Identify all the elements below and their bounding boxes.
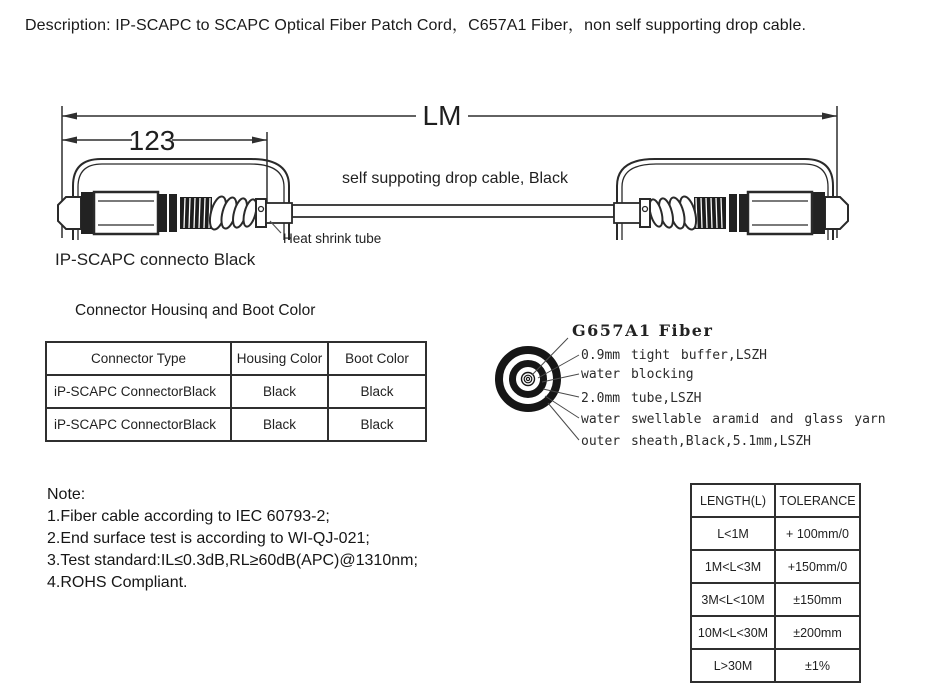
table-cell: + 100mm/0 [775,517,860,550]
cable-label: self suppoting drop cable, Black [342,170,568,187]
table-cell: Black [231,375,328,408]
table-cell: Black [328,375,426,408]
table-cell: L<1M [691,517,775,550]
table-cell: Black [328,408,426,441]
table-row [691,583,860,616]
connector-left-drawing [58,159,292,240]
dimension-label-overall-length: LM [422,100,462,131]
connector-name-label: IP-SCAPC connecto Black [55,250,256,269]
column-header: Boot Color [328,342,426,375]
table-header-row [46,342,426,375]
table-cell: 3M<L<10M [691,583,775,616]
column-header: LENGTH(L) [691,484,775,517]
table-row [691,649,860,682]
table-row [46,408,426,441]
note-line: 2.End surface test is according to WI-QJ-021; [47,530,370,547]
fiber-layer-label: water blocking [581,367,694,382]
table-cell: +150mm/0 [775,550,860,583]
connector-color-table [45,341,427,442]
table-cell: ±1% [775,649,860,682]
connector-right-drawing [614,159,848,240]
table-cell: ±200mm [775,616,860,649]
table-row [46,375,426,408]
note-line: 1.Fiber cable according to IEC 60793-2; [47,508,330,525]
table-row [691,616,860,649]
fiber-layer-label: 2.0mm tube,LSZH [581,391,702,406]
column-header: Housing Color [231,342,328,375]
table-cell: 10M<L<30M [691,616,775,649]
drop-cable [292,205,614,217]
table-cell: ±150mm [775,583,860,616]
description-text: Description: IP-SCAPC to SCAPC Optical Fiber Patch Cord，C657A1 Fiber，non self supporting drop cable. [25,17,807,34]
notes-title: Note: [47,486,86,503]
column-header: TOLERANCE [775,484,860,517]
heat-shrink-label: Heat shrink tube [283,231,382,246]
table-cell: 1M<L<3M [691,550,775,583]
fiber-cross-section [460,312,926,457]
fiber-layer-label: outer sheath,Black,5.1mm,LSZH [581,434,811,449]
fiber-layer-label: water swellable aramid and glass yarn [581,412,886,427]
length-tolerance-table [690,483,861,683]
table-row [691,550,860,583]
table-row [691,517,860,550]
fiber-layer-label: 0.9mm tight buffer,LSZH [581,348,768,363]
notes-block [47,484,418,594]
table-cell: iP-SCAPC ConnectorBlack [46,408,231,441]
note-line: 4.ROHS Compliant. [47,574,188,591]
table-cell: Black [231,408,328,441]
column-header: Connector Type [46,342,231,375]
fiber-type-label: G657A1 Fiber [572,321,714,340]
patch-cord-drawing [0,80,926,295]
dimension-label-connector-length: 123 [128,125,176,156]
note-line: 3.Test standard:IL≤0.3dB,RL≥60dB(APC)@1310nm; [47,552,418,569]
table-cell: L>30M [691,649,775,682]
table-cell: iP-SCAPC ConnectorBlack [46,375,231,408]
table-header-row [691,484,860,517]
connector-table-title: Connector Housinq and Boot Color [75,302,316,319]
